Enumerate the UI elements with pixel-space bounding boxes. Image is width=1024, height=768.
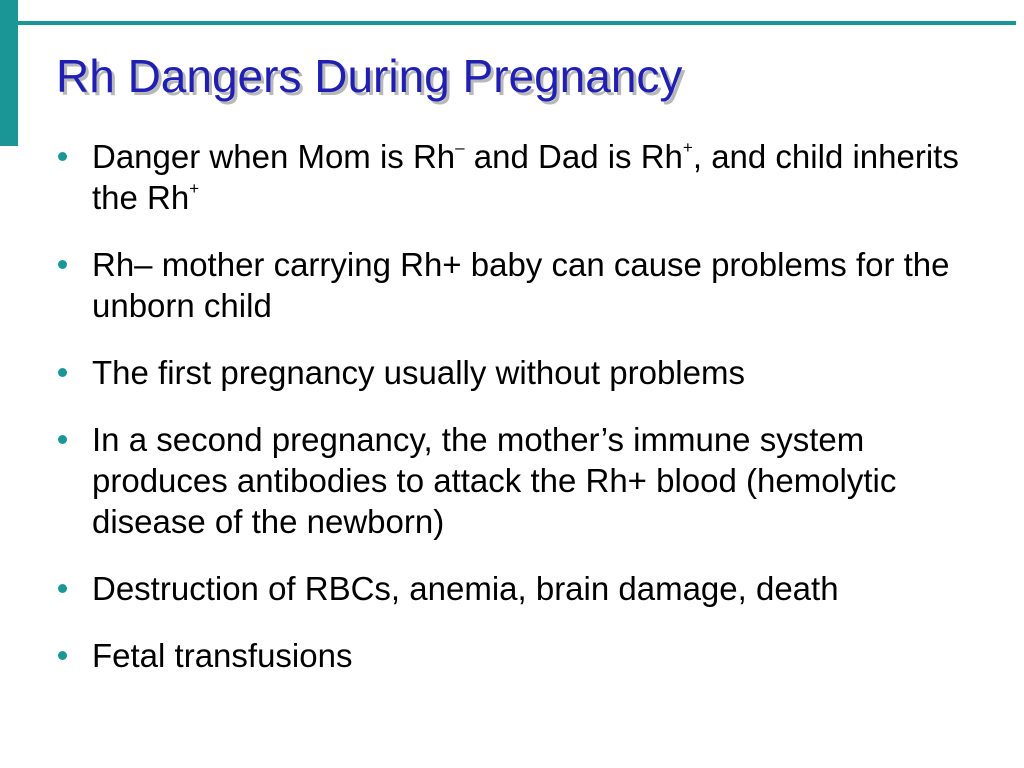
bullet-dot-icon <box>58 260 67 269</box>
superscript-plus: + <box>189 179 200 198</box>
bullet-dot-icon <box>58 368 67 377</box>
bullet-item <box>50 352 990 393</box>
bullet-text: Fetal transfusions <box>92 637 353 674</box>
superscript-plus: + <box>682 138 693 157</box>
bullet-item <box>50 568 990 609</box>
bullet-text-segment: , and child inherits the Rh <box>92 138 959 216</box>
bullet-text-segment: Danger when Mom is Rh <box>92 138 456 175</box>
bullet-text: The first pregnancy usually without problems <box>92 354 745 391</box>
superscript-minus: – <box>455 138 465 157</box>
bullet-dot-icon <box>58 651 67 660</box>
bullet-text: In a second pregnancy, the mother’s immune system produces antibodies to attack the Rh+ blood (hemolytic disease of the newborn) <box>92 421 897 540</box>
bullet-text-segment: and Dad is Rh <box>464 138 683 175</box>
bullet-list <box>50 136 990 702</box>
accent-bar-horizontal <box>18 21 1016 25</box>
bullet-text: Rh– mother carrying Rh+ baby can cause problems for the unborn child <box>92 246 950 324</box>
accent-bar-vertical <box>0 0 18 146</box>
bullet-item <box>50 635 990 676</box>
bullet-item <box>50 136 990 218</box>
bullet-item <box>50 419 990 542</box>
bullet-dot-icon <box>58 152 67 161</box>
bullet-text <box>92 138 959 216</box>
bullet-item <box>50 244 990 326</box>
bullet-dot-icon <box>58 435 67 444</box>
bullet-text: Destruction of RBCs, anemia, brain damage, death <box>92 570 839 607</box>
bullet-dot-icon <box>58 584 67 593</box>
slide-title: Rh Dangers During Pregnancy <box>56 50 683 102</box>
